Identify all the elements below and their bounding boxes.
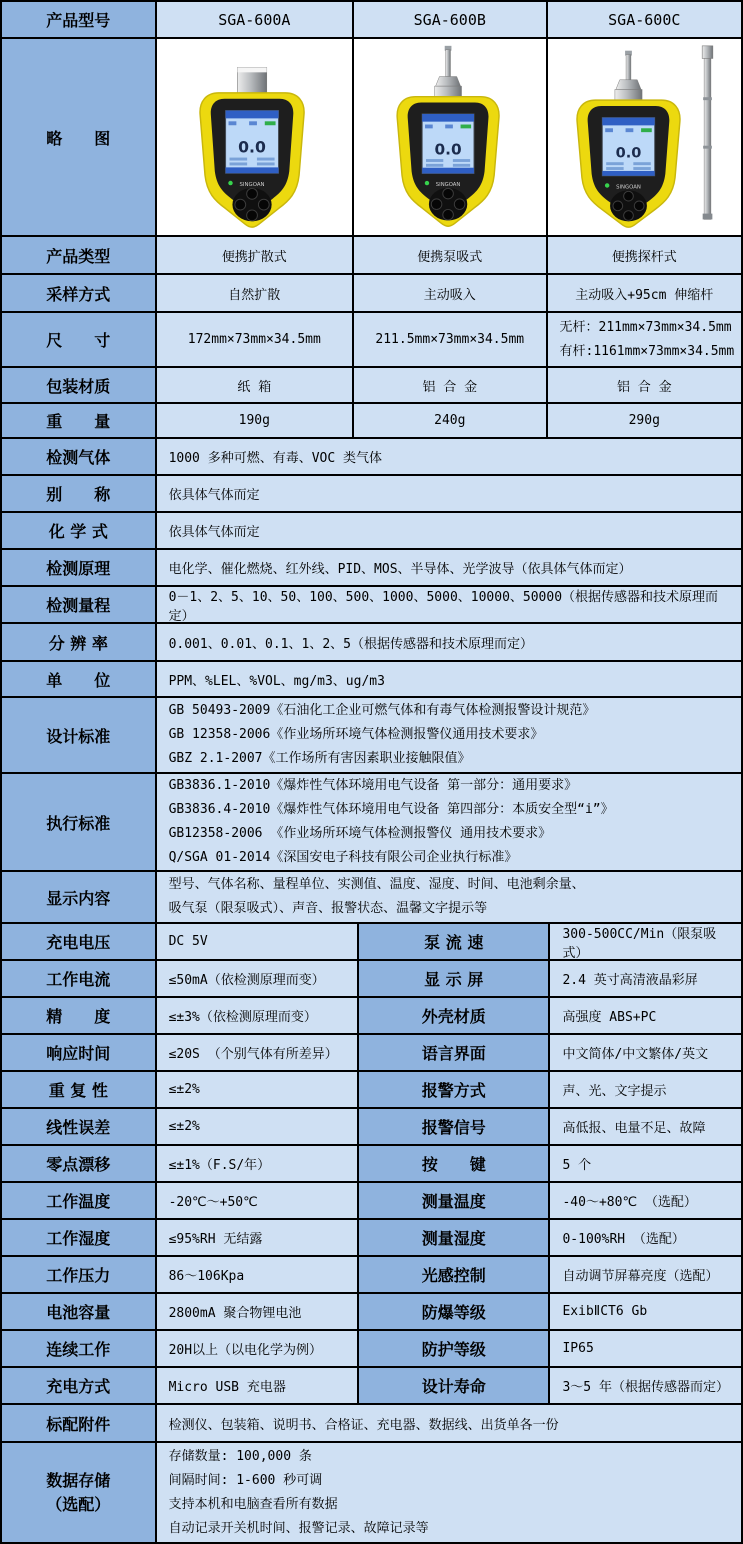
table-row-alias [2,476,743,513]
row-value: 依具体气体而定 [157,513,743,550]
row-value: 自动调节屏幕亮度（选配） [550,1257,743,1294]
row-value: 中文简体/中文繁体/英文 [550,1035,743,1072]
table-row-principle [2,550,743,587]
row-value: 便携探杆式 [548,237,743,275]
row-label: 防爆等级 [359,1294,550,1331]
display-line: 吸气泵（限泵吸式）、声音、报警状态、温馨文字提示等 [169,897,488,921]
table-row-display-content [2,872,743,924]
row-value [548,313,743,368]
table-row-range [2,587,743,624]
standard-line: GB3836.1-2010《爆炸性气体环境用电气设备 第一部分：通用要求》 [169,774,578,798]
standard-line: GB 12358-2006《作业场所环境气体检测报警仪通用技术要求》 [169,723,544,747]
row-value: 铝 合 金 [354,368,547,404]
storage-line: 自动记录开关机时间、报警记录、故障记录等 [169,1517,429,1541]
row-value: 声、光、文字提示 [550,1072,743,1109]
row-value: 2800mA 聚合物锂电池 [157,1294,359,1331]
row-value: 3～5 年（根据传感器而定） [550,1368,743,1405]
table-row-product-type [2,237,743,275]
row-value: 86～106Kpa [157,1257,359,1294]
table-row-model [2,2,743,39]
standard-line: GBZ 2.1-2007《工作场所有害因素职业接触限值》 [169,747,471,771]
standard-line: GB 50493-2009《石油化工企业可燃气体和有毒气体检测报警设计规范》 [169,699,596,723]
telescopic-rod-illustration [702,46,713,220]
table-row-spec [2,1331,743,1368]
row-label-product-model: 产品型号 [2,2,157,39]
row-label: 工作电流 [2,961,157,998]
row-value [157,774,743,872]
storage-label-line: 数据存储 [46,1469,110,1493]
table-row-spec [2,1257,743,1294]
row-value: 300-500CC/Min（限泵吸式） [550,924,743,961]
product-image-sga-600a [157,39,354,237]
standard-line: Q/SGA 01-2014《深国安电子科技有限公司企业执行标准》 [169,846,518,870]
row-value: 纸 箱 [157,368,354,404]
row-label: 重 量 [2,404,157,439]
row-value: ≤±2% [157,1109,359,1146]
row-value: 铝 合 金 [548,368,743,404]
row-value: 便携泵吸式 [354,237,547,275]
row-label: 检测原理 [2,550,157,587]
row-value: 电化学、催化燃烧、红外线、PID、MOS、半导体、光学波导（依具体气体而定） [157,550,743,587]
row-value: 主动吸入+95cm 伸缩杆 [548,275,743,313]
row-value: ≤±3%（依检测原理而变） [157,998,359,1035]
row-label: 充电方式 [2,1368,157,1405]
device-screen-reading: 0.0 [616,145,642,161]
row-value [157,872,743,924]
row-value: 0－1、2、5、10、50、100、500、1000、5000、10000、50000（根据传感器和技术原理而定） [157,587,743,624]
row-value [157,1443,743,1544]
table-row-spec [2,998,743,1035]
display-line: 型号、气体名称、量程单位、实测值、温度、湿度、时间、电池剩余量、 [169,873,585,897]
row-value: ≤±1%（F.S/年） [157,1146,359,1183]
row-value: -40～+80℃ （选配） [550,1183,743,1220]
row-label: 工作湿度 [2,1220,157,1257]
row-label: 光感控制 [359,1257,550,1294]
row-value [157,698,743,774]
row-label: 按 键 [359,1146,550,1183]
row-value: 自然扩散 [157,275,354,313]
row-label: 泵 流 速 [359,924,550,961]
row-value: 检测仪、包装箱、说明书、合格证、充电器、数据线、出货单各一份 [157,1405,743,1443]
row-label: 执行标准 [2,774,157,872]
row-value: 高低报、电量不足、故障 [550,1109,743,1146]
row-value: DC 5V [157,924,359,961]
table-row-spec [2,1368,743,1405]
row-label: 测量湿度 [359,1220,550,1257]
row-label: 充电电压 [2,924,157,961]
table-row-unit [2,662,743,698]
row-label: 标配附件 [2,1405,157,1443]
size-with-rod: 有杆:1161mm×73mm×34.5mm [560,340,735,364]
row-label [2,1443,157,1544]
table-row-accessories [2,1405,743,1443]
row-label: 显 示 屏 [359,961,550,998]
row-label: 外壳材质 [359,998,550,1035]
row-label: 显示内容 [2,872,157,924]
table-row-spec [2,1183,743,1220]
row-value: 211.5mm×73mm×34.5mm [354,313,547,368]
row-value: 高强度 ABS+PC [550,998,743,1035]
table-row-weight [2,404,743,439]
row-label: 连续工作 [2,1331,157,1368]
row-label: 尺 寸 [2,313,157,368]
storage-line: 支持本机和电脑查看所有数据 [169,1493,338,1517]
row-value: 1000 多种可燃、有毒、VOC 类气体 [157,439,743,476]
row-label: 分 辨 率 [2,624,157,662]
table-row-design-standard [2,698,743,774]
row-value: ≤50mA（依检测原理而变） [157,961,359,998]
gas-detector-diffusion-illustration [157,40,351,234]
row-label: 响应时间 [2,1035,157,1072]
row-value: IP65 [550,1331,743,1368]
row-value: 主动吸入 [354,275,547,313]
size-without-rod: 无杆：211mm×73mm×34.5mm [560,316,732,340]
table-row-gas [2,439,743,476]
storage-line: 存储数量: 100,000 条 [169,1445,312,1469]
row-label: 化 学 式 [2,513,157,550]
product-image-sga-600c [548,39,743,237]
table-row-sketch [2,39,743,237]
table-row-spec [2,924,743,961]
row-label: 报警方式 [359,1072,550,1109]
model-sga-600c: SGA-600C [548,2,743,39]
row-label: 检测量程 [2,587,157,624]
row-label: 别 称 [2,476,157,513]
standard-line: GB12358-2006 《作业场所环境气体检测报警仪 通用技术要求》 [169,822,552,846]
device-screen-reading: 0.0 [238,138,266,157]
row-value: ExibⅡCT6 Gb [550,1294,743,1331]
row-label: 测量温度 [359,1183,550,1220]
storage-line: 间隔时间: 1-600 秒可调 [169,1469,323,1493]
row-label-sketch: 略 图 [2,39,157,237]
gas-detector-probe-illustration [548,40,740,234]
row-label: 设计标准 [2,698,157,774]
model-sga-600b: SGA-600B [354,2,547,39]
standard-line: GB3836.4-2010《爆炸性气体环境用电气设备 第四部分：本质安全型“i”》 [169,798,614,822]
row-value: ≤95%RH 无结露 [157,1220,359,1257]
row-value: Micro USB 充电器 [157,1368,359,1405]
row-value: 5 个 [550,1146,743,1183]
table-row-size [2,313,743,368]
row-label: 设计寿命 [359,1368,550,1405]
row-label: 精 度 [2,998,157,1035]
row-value: 2.4 英寸高清液晶彩屏 [550,961,743,998]
table-row-spec [2,1035,743,1072]
table-row-spec [2,1146,743,1183]
table-row-resolution [2,624,743,662]
device-screen-reading: 0.0 [434,140,461,158]
row-value: 172mm×73mm×34.5mm [157,313,354,368]
row-label: 零点漂移 [2,1146,157,1183]
row-value: 0.001、0.01、0.1、1、2、5（根据传感器和技术原理而定） [157,624,743,662]
storage-label-line: （选配） [46,1493,110,1517]
row-label: 重 复 性 [2,1072,157,1109]
row-label: 语言界面 [359,1035,550,1072]
model-sga-600a: SGA-600A [157,2,354,39]
row-label: 采样方式 [2,275,157,313]
table-row-data-storage [2,1443,743,1544]
row-value: ≤20S （个别气体有所差异） [157,1035,359,1072]
table-row-spec [2,961,743,998]
row-label: 产品类型 [2,237,157,275]
row-label: 线性误差 [2,1109,157,1146]
table-row-sampling [2,275,743,313]
row-value: 190g [157,404,354,439]
row-label: 防护等级 [359,1331,550,1368]
row-label: 包装材质 [2,368,157,404]
device-brand-text: SINGOAN [436,182,461,188]
row-label: 工作温度 [2,1183,157,1220]
table-row-packing [2,368,743,404]
product-image-sga-600b [354,39,547,237]
table-row-spec [2,1109,743,1146]
table-row-exec-standard [2,774,743,872]
row-value: 依具体气体而定 [157,476,743,513]
row-label: 报警信号 [359,1109,550,1146]
table-row-spec [2,1220,743,1257]
row-value: 290g [548,404,743,439]
device-brand-text: SINGOAN [240,182,265,188]
row-label: 电池容量 [2,1294,157,1331]
row-value: PPM、%LEL、%VOL、mg/m3、ug/m3 [157,662,743,698]
row-value: -20℃～+50℃ [157,1183,359,1220]
row-label: 单 位 [2,662,157,698]
device-brand-text: SINGOAN [616,184,641,190]
row-label: 检测气体 [2,439,157,476]
row-value: ≤±2% [157,1072,359,1109]
row-value: 便携扩散式 [157,237,354,275]
row-value: 20H以上（以电化学为例） [157,1331,359,1368]
table-row-spec [2,1072,743,1109]
table-row-spec [2,1294,743,1331]
gas-detector-pump-illustration [355,40,545,234]
table-row-formula [2,513,743,550]
row-value: 240g [354,404,547,439]
row-value: 0-100%RH （选配） [550,1220,743,1257]
row-label: 工作压力 [2,1257,157,1294]
